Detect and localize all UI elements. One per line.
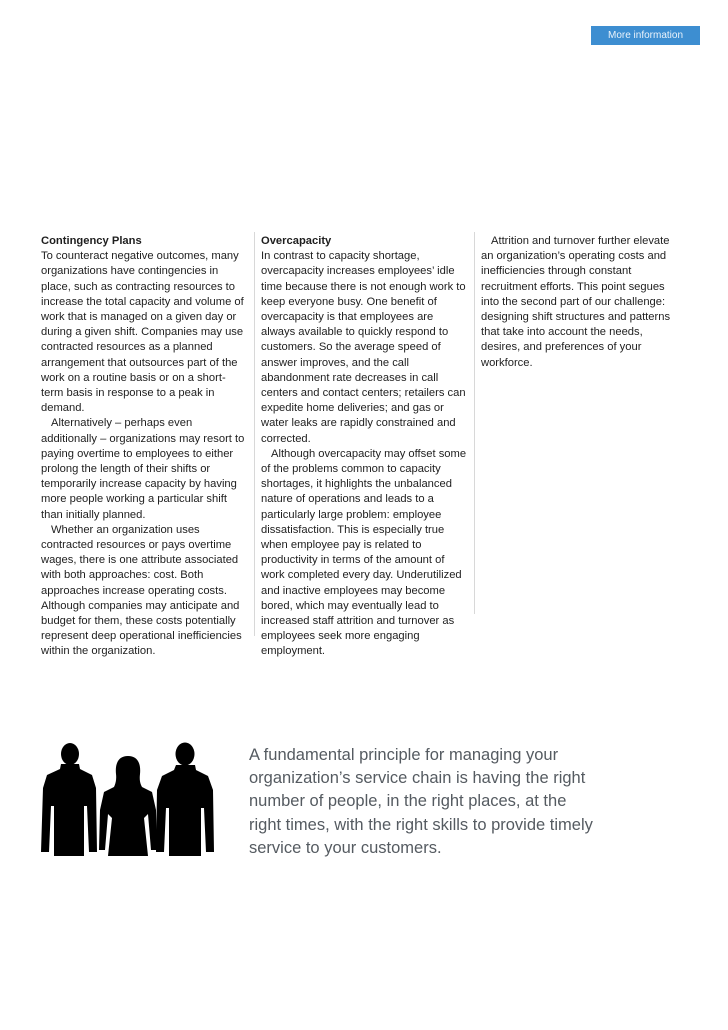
pull-quote: A fundamental principle for managing your organization’s service chain is having the right number of people, in the right places, at the right times, with the right skills to provide timely service to your customers. [249,746,593,857]
people-silhouette-icon [40,742,216,856]
column-divider [254,232,255,636]
paragraph: Alternatively – perhaps even additionally – organizations may resort to paying overtime to employees to either prolong the length of their shifts or temporarily increase capacity by having more people working a particular shift than initially planned. [41,417,245,521]
column-divider [474,232,475,614]
column-contingency-plans [41,234,247,660]
more-information-button[interactable]: More information [591,26,700,45]
paragraph: Although overcapacity may offset some of the problems common to capacity shortages, it highlights the unbalanced nature of operations and leads to a particularly large problem: employee dissatisfaction. This is especially true when employee pay is related to productivity in terms of the amount of work completed every day. Underutilized and inactive employees may become bored, which may eventually lead to increased staff attrition and turnover as employees seek more engaging employment. [261,447,467,658]
section-heading: Contingency Plans [41,235,142,247]
column-overcapacity [261,234,467,660]
paragraph: To counteract negative outcomes, many organizations have contingencies in place, such as contracting resources to increase the total capacity and volume of work that is managed on a given day or during a given shift. Companies may use contracted resources as a planned arrangement that outsources part of the work on a routine basis or on a short-term basis in response to a peak in demand. [41,250,244,415]
section-heading: Overcapacity [261,235,332,247]
paragraph: Attrition and turnover further elevate an organization’s operating costs and inefficiencies through constant recruitment efforts. This point segues into the second part of our challenge: designing shift structures and patterns that take into account the needs, desires, and preferences of your workforce. [481,235,671,369]
paragraph: In contrast to capacity shortage, overcapacity increases employees’ idle time because there is not enough work to keep everyone busy. One benefit of overcapacity is that employees are always available to quickly respond to customers. So the average speed of answer improves, and the call abandonment rate decreases in call centers and contact centers; retailers can expedite home deliveries; and gas or water leaks are rapidly constrained and corrected. [261,250,466,445]
paragraph: Whether an organization uses contracted resources or pays overtime wages, there is one attribute associated with both approaches: cost. Both approaches increase operating costs. Although companies may anticipate and budget for them, these costs potentially represent deep operational inefficiencies within the organization. [41,523,242,658]
column-attrition [481,234,679,371]
